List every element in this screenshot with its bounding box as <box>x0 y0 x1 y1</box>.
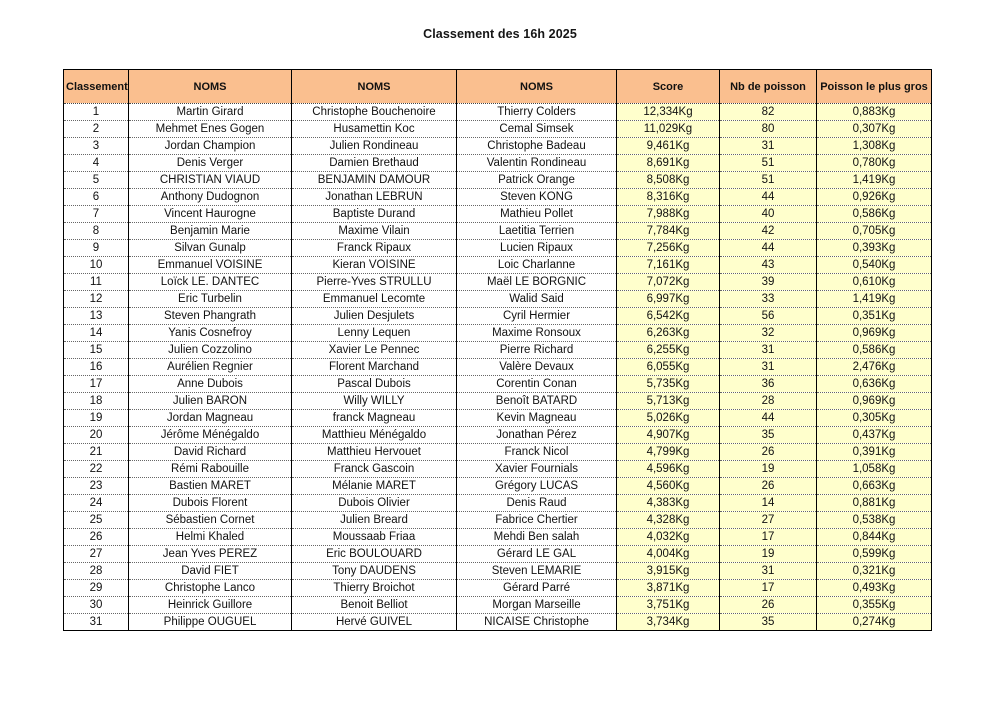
plus-gros-cell: 0,636Kg <box>817 376 932 393</box>
name-3-cell: Valentin Rondineau <box>457 155 617 172</box>
name-3-cell: Christophe Badeau <box>457 138 617 155</box>
name-3-cell: Xavier Fournials <box>457 461 617 478</box>
table-row <box>64 308 932 325</box>
score-cell: 3,871Kg <box>617 580 720 597</box>
name-1-cell: Yanis Cosnefroy <box>129 325 292 342</box>
name-3-cell: Loic Charlanne <box>457 257 617 274</box>
nb-poisson-cell: 32 <box>720 325 817 342</box>
nb-poisson-cell: 26 <box>720 597 817 614</box>
name-2-cell: Julien Rondineau <box>292 138 457 155</box>
rank-cell: 18 <box>64 393 129 410</box>
table-row <box>64 121 932 138</box>
score-cell: 4,799Kg <box>617 444 720 461</box>
rank-cell: 15 <box>64 342 129 359</box>
table-row <box>64 546 932 563</box>
plus-gros-cell: 0,321Kg <box>817 563 932 580</box>
rank-cell: 13 <box>64 308 129 325</box>
plus-gros-cell: 0,391Kg <box>817 444 932 461</box>
name-2-cell: Dubois Olivier <box>292 495 457 512</box>
plus-gros-cell: 0,307Kg <box>817 121 932 138</box>
name-1-cell: Martin Girard <box>129 104 292 121</box>
table-row <box>64 614 932 631</box>
nb-poisson-cell: 42 <box>720 223 817 240</box>
plus-gros-cell: 1,419Kg <box>817 172 932 189</box>
plus-gros-cell: 0,351Kg <box>817 308 932 325</box>
plus-gros-cell: 2,476Kg <box>817 359 932 376</box>
table-row <box>64 580 932 597</box>
table-row <box>64 597 932 614</box>
table-row <box>64 257 932 274</box>
table-row <box>64 478 932 495</box>
nb-poisson-cell: 51 <box>720 172 817 189</box>
rank-cell: 14 <box>64 325 129 342</box>
nb-poisson-cell: 27 <box>720 512 817 529</box>
rank-cell: 24 <box>64 495 129 512</box>
plus-gros-cell: 0,586Kg <box>817 342 932 359</box>
name-3-cell: Gérard Parré <box>457 580 617 597</box>
name-3-cell: Maël LE BORGNIC <box>457 274 617 291</box>
name-3-cell: Morgan Marseille <box>457 597 617 614</box>
name-1-cell: Heinrick Guillore <box>129 597 292 614</box>
rank-cell: 12 <box>64 291 129 308</box>
plus-gros-cell: 0,969Kg <box>817 393 932 410</box>
plus-gros-cell: 1,419Kg <box>817 291 932 308</box>
name-3-cell: Laetitia Terrien <box>457 223 617 240</box>
plus-gros-cell: 1,308Kg <box>817 138 932 155</box>
name-3-cell: Grégory LUCAS <box>457 478 617 495</box>
name-2-cell: Pascal Dubois <box>292 376 457 393</box>
name-1-cell: Denis Verger <box>129 155 292 172</box>
nb-poisson-cell: 33 <box>720 291 817 308</box>
name-3-cell: Walid Said <box>457 291 617 308</box>
nb-poisson-cell: 14 <box>720 495 817 512</box>
name-1-cell: Helmi Khaled <box>129 529 292 546</box>
table-row <box>64 461 932 478</box>
name-2-cell: Emmanuel Lecomte <box>292 291 457 308</box>
col-header-noms-3: NOMS <box>457 70 617 104</box>
nb-poisson-cell: 17 <box>720 580 817 597</box>
name-2-cell: Franck Gascoin <box>292 461 457 478</box>
rank-cell: 21 <box>64 444 129 461</box>
col-header-score: Score <box>617 70 720 104</box>
plus-gros-cell: 0,274Kg <box>817 614 932 631</box>
nb-poisson-cell: 80 <box>720 121 817 138</box>
name-1-cell: CHRISTIAN VIAUD <box>129 172 292 189</box>
name-3-cell: Thierry Colders <box>457 104 617 121</box>
name-3-cell: Steven KONG <box>457 189 617 206</box>
score-cell: 9,461Kg <box>617 138 720 155</box>
rank-cell: 20 <box>64 427 129 444</box>
score-cell: 4,032Kg <box>617 529 720 546</box>
table-row <box>64 172 932 189</box>
rank-cell: 26 <box>64 529 129 546</box>
name-1-cell: Sébastien Cornet <box>129 512 292 529</box>
table-row <box>64 223 932 240</box>
plus-gros-cell: 0,780Kg <box>817 155 932 172</box>
plus-gros-cell: 0,355Kg <box>817 597 932 614</box>
name-3-cell: Corentin Conan <box>457 376 617 393</box>
plus-gros-cell: 0,969Kg <box>817 325 932 342</box>
score-cell: 6,997Kg <box>617 291 720 308</box>
table-row <box>64 325 932 342</box>
score-cell: 5,026Kg <box>617 410 720 427</box>
nb-poisson-cell: 39 <box>720 274 817 291</box>
rank-cell: 3 <box>64 138 129 155</box>
col-header-noms-2: NOMS <box>292 70 457 104</box>
name-1-cell: Julien BARON <box>129 393 292 410</box>
plus-gros-cell: 0,881Kg <box>817 495 932 512</box>
name-1-cell: Dubois Florent <box>129 495 292 512</box>
name-3-cell: Fabrice Chertier <box>457 512 617 529</box>
table-row <box>64 104 932 121</box>
name-2-cell: Tony DAUDENS <box>292 563 457 580</box>
name-2-cell: franck Magneau <box>292 410 457 427</box>
table-row <box>64 529 932 546</box>
name-2-cell: Florent Marchand <box>292 359 457 376</box>
rank-cell: 2 <box>64 121 129 138</box>
rank-cell: 8 <box>64 223 129 240</box>
score-cell: 3,751Kg <box>617 597 720 614</box>
name-1-cell: Emmanuel VOISINE <box>129 257 292 274</box>
nb-poisson-cell: 31 <box>720 138 817 155</box>
score-cell: 7,784Kg <box>617 223 720 240</box>
name-2-cell: Xavier Le Pennec <box>292 342 457 359</box>
score-cell: 8,691Kg <box>617 155 720 172</box>
name-2-cell: Julien Breard <box>292 512 457 529</box>
rank-cell: 7 <box>64 206 129 223</box>
ranking-table <box>63 69 932 631</box>
table-row <box>64 240 932 257</box>
name-2-cell: Husamettin Koc <box>292 121 457 138</box>
nb-poisson-cell: 26 <box>720 444 817 461</box>
name-3-cell: Mehdi Ben salah <box>457 529 617 546</box>
name-2-cell: Benoit Belliot <box>292 597 457 614</box>
score-cell: 12,334Kg <box>617 104 720 121</box>
name-1-cell: Philippe OUGUEL <box>129 614 292 631</box>
nb-poisson-cell: 36 <box>720 376 817 393</box>
table-row <box>64 410 932 427</box>
nb-poisson-cell: 40 <box>720 206 817 223</box>
nb-poisson-cell: 35 <box>720 427 817 444</box>
name-3-cell: Valère Devaux <box>457 359 617 376</box>
score-cell: 3,915Kg <box>617 563 720 580</box>
table-row <box>64 189 932 206</box>
name-1-cell: Christophe Lanco <box>129 580 292 597</box>
name-3-cell: Patrick Orange <box>457 172 617 189</box>
nb-poisson-cell: 51 <box>720 155 817 172</box>
name-1-cell: Julien Cozzolino <box>129 342 292 359</box>
name-2-cell: Mélanie MARET <box>292 478 457 495</box>
name-2-cell: Pierre-Yves STRULLU <box>292 274 457 291</box>
table-row <box>64 444 932 461</box>
rank-cell: 17 <box>64 376 129 393</box>
score-cell: 6,255Kg <box>617 342 720 359</box>
table-row <box>64 393 932 410</box>
name-1-cell: Benjamin Marie <box>129 223 292 240</box>
nb-poisson-cell: 17 <box>720 529 817 546</box>
score-cell: 4,907Kg <box>617 427 720 444</box>
name-2-cell: Eric BOULOUARD <box>292 546 457 563</box>
col-header-classement: Classement <box>64 70 129 104</box>
name-2-cell: Matthieu Ménégaldo <box>292 427 457 444</box>
rank-cell: 19 <box>64 410 129 427</box>
nb-poisson-cell: 28 <box>720 393 817 410</box>
plus-gros-cell: 0,393Kg <box>817 240 932 257</box>
name-1-cell: David Richard <box>129 444 292 461</box>
table-row <box>64 155 932 172</box>
plus-gros-cell: 0,599Kg <box>817 546 932 563</box>
plus-gros-cell: 0,883Kg <box>817 104 932 121</box>
rank-cell: 5 <box>64 172 129 189</box>
table-row <box>64 291 932 308</box>
table-row <box>64 495 932 512</box>
table-row <box>64 138 932 155</box>
rank-cell: 29 <box>64 580 129 597</box>
score-cell: 6,055Kg <box>617 359 720 376</box>
nb-poisson-cell: 19 <box>720 546 817 563</box>
rank-cell: 1 <box>64 104 129 121</box>
score-cell: 7,256Kg <box>617 240 720 257</box>
table-row <box>64 512 932 529</box>
name-2-cell: Damien Brethaud <box>292 155 457 172</box>
name-3-cell: Denis Raud <box>457 495 617 512</box>
table-row <box>64 274 932 291</box>
name-2-cell: Christophe Bouchenoire <box>292 104 457 121</box>
name-3-cell: Maxime Ronsoux <box>457 325 617 342</box>
name-2-cell: Willy WILLY <box>292 393 457 410</box>
name-3-cell: Steven LEMARIE <box>457 563 617 580</box>
rank-cell: 6 <box>64 189 129 206</box>
name-1-cell: Silvan Gunalp <box>129 240 292 257</box>
plus-gros-cell: 0,437Kg <box>817 427 932 444</box>
plus-gros-cell: 0,705Kg <box>817 223 932 240</box>
rank-cell: 16 <box>64 359 129 376</box>
score-cell: 3,734Kg <box>617 614 720 631</box>
nb-poisson-cell: 31 <box>720 342 817 359</box>
name-3-cell: Jonathan Pérez <box>457 427 617 444</box>
rank-cell: 23 <box>64 478 129 495</box>
score-cell: 4,328Kg <box>617 512 720 529</box>
plus-gros-cell: 0,493Kg <box>817 580 932 597</box>
name-2-cell: Maxime Vilain <box>292 223 457 240</box>
plus-gros-cell: 0,305Kg <box>817 410 932 427</box>
name-3-cell: NICAISE Christophe <box>457 614 617 631</box>
rank-cell: 30 <box>64 597 129 614</box>
score-cell: 4,560Kg <box>617 478 720 495</box>
name-1-cell: Loïck LE. DANTEC <box>129 274 292 291</box>
rank-cell: 10 <box>64 257 129 274</box>
col-header-poisson-plus-gros: Poisson le plus gros <box>817 70 932 104</box>
nb-poisson-cell: 44 <box>720 240 817 257</box>
name-3-cell: Mathieu Pollet <box>457 206 617 223</box>
nb-poisson-cell: 82 <box>720 104 817 121</box>
rank-cell: 9 <box>64 240 129 257</box>
nb-poisson-cell: 56 <box>720 308 817 325</box>
score-cell: 4,383Kg <box>617 495 720 512</box>
name-1-cell: Anne Dubois <box>129 376 292 393</box>
col-header-noms-1: NOMS <box>129 70 292 104</box>
name-1-cell: Eric Turbelin <box>129 291 292 308</box>
score-cell: 4,004Kg <box>617 546 720 563</box>
plus-gros-cell: 0,844Kg <box>817 529 932 546</box>
name-1-cell: Anthony Dudognon <box>129 189 292 206</box>
name-1-cell: Aurélien Regnier <box>129 359 292 376</box>
score-cell: 6,542Kg <box>617 308 720 325</box>
col-header-nb-poisson: Nb de poisson <box>720 70 817 104</box>
name-2-cell: BENJAMIN DAMOUR <box>292 172 457 189</box>
rank-cell: 4 <box>64 155 129 172</box>
nb-poisson-cell: 26 <box>720 478 817 495</box>
nb-poisson-cell: 44 <box>720 410 817 427</box>
score-cell: 7,072Kg <box>617 274 720 291</box>
nb-poisson-cell: 43 <box>720 257 817 274</box>
name-2-cell: Moussaab Friaa <box>292 529 457 546</box>
name-3-cell: Kevin Magneau <box>457 410 617 427</box>
name-1-cell: Mehmet Enes Gogen <box>129 121 292 138</box>
rank-cell: 25 <box>64 512 129 529</box>
name-2-cell: Jonathan LEBRUN <box>292 189 457 206</box>
name-3-cell: Pierre Richard <box>457 342 617 359</box>
name-2-cell: Matthieu Hervouet <box>292 444 457 461</box>
name-2-cell: Thierry Broichot <box>292 580 457 597</box>
name-1-cell: Jean Yves PEREZ <box>129 546 292 563</box>
name-3-cell: Cyril Hermier <box>457 308 617 325</box>
plus-gros-cell: 0,663Kg <box>817 478 932 495</box>
table-row <box>64 206 932 223</box>
score-cell: 8,508Kg <box>617 172 720 189</box>
nb-poisson-cell: 31 <box>720 359 817 376</box>
name-3-cell: Gérard LE GAL <box>457 546 617 563</box>
table-row <box>64 376 932 393</box>
score-cell: 4,596Kg <box>617 461 720 478</box>
name-3-cell: Cemal Simsek <box>457 121 617 138</box>
name-1-cell: Vincent Haurogne <box>129 206 292 223</box>
plus-gros-cell: 1,058Kg <box>817 461 932 478</box>
table-row <box>64 563 932 580</box>
rank-cell: 27 <box>64 546 129 563</box>
table-row <box>64 342 932 359</box>
name-2-cell: Hervé GUIVEL <box>292 614 457 631</box>
name-1-cell: Rémi Rabouille <box>129 461 292 478</box>
plus-gros-cell: 0,610Kg <box>817 274 932 291</box>
score-cell: 7,988Kg <box>617 206 720 223</box>
rank-cell: 28 <box>64 563 129 580</box>
score-cell: 8,316Kg <box>617 189 720 206</box>
name-3-cell: Benoît BATARD <box>457 393 617 410</box>
rank-cell: 11 <box>64 274 129 291</box>
nb-poisson-cell: 35 <box>720 614 817 631</box>
rank-cell: 31 <box>64 614 129 631</box>
name-1-cell: Jordan Magneau <box>129 410 292 427</box>
name-2-cell: Baptiste Durand <box>292 206 457 223</box>
nb-poisson-cell: 44 <box>720 189 817 206</box>
score-cell: 7,161Kg <box>617 257 720 274</box>
name-2-cell: Lenny Lequen <box>292 325 457 342</box>
header-row <box>64 70 932 104</box>
score-cell: 5,735Kg <box>617 376 720 393</box>
name-3-cell: Franck Nicol <box>457 444 617 461</box>
plus-gros-cell: 0,926Kg <box>817 189 932 206</box>
nb-poisson-cell: 31 <box>720 563 817 580</box>
score-cell: 11,029Kg <box>617 121 720 138</box>
name-1-cell: David FIET <box>129 563 292 580</box>
table-row <box>64 427 932 444</box>
rank-cell: 22 <box>64 461 129 478</box>
score-cell: 6,263Kg <box>617 325 720 342</box>
score-cell: 5,713Kg <box>617 393 720 410</box>
name-2-cell: Julien Desjulets <box>292 308 457 325</box>
plus-gros-cell: 0,538Kg <box>817 512 932 529</box>
plus-gros-cell: 0,540Kg <box>817 257 932 274</box>
name-1-cell: Jérôme Ménégaldo <box>129 427 292 444</box>
nb-poisson-cell: 19 <box>720 461 817 478</box>
name-1-cell: Steven Phangrath <box>129 308 292 325</box>
plus-gros-cell: 0,586Kg <box>817 206 932 223</box>
name-2-cell: Kieran VOISINE <box>292 257 457 274</box>
name-1-cell: Bastien MARET <box>129 478 292 495</box>
name-3-cell: Lucien Ripaux <box>457 240 617 257</box>
name-1-cell: Jordan Champion <box>129 138 292 155</box>
name-2-cell: Franck Ripaux <box>292 240 457 257</box>
table-row <box>64 359 932 376</box>
page-title: Classement des 16h 2025 <box>423 27 577 41</box>
